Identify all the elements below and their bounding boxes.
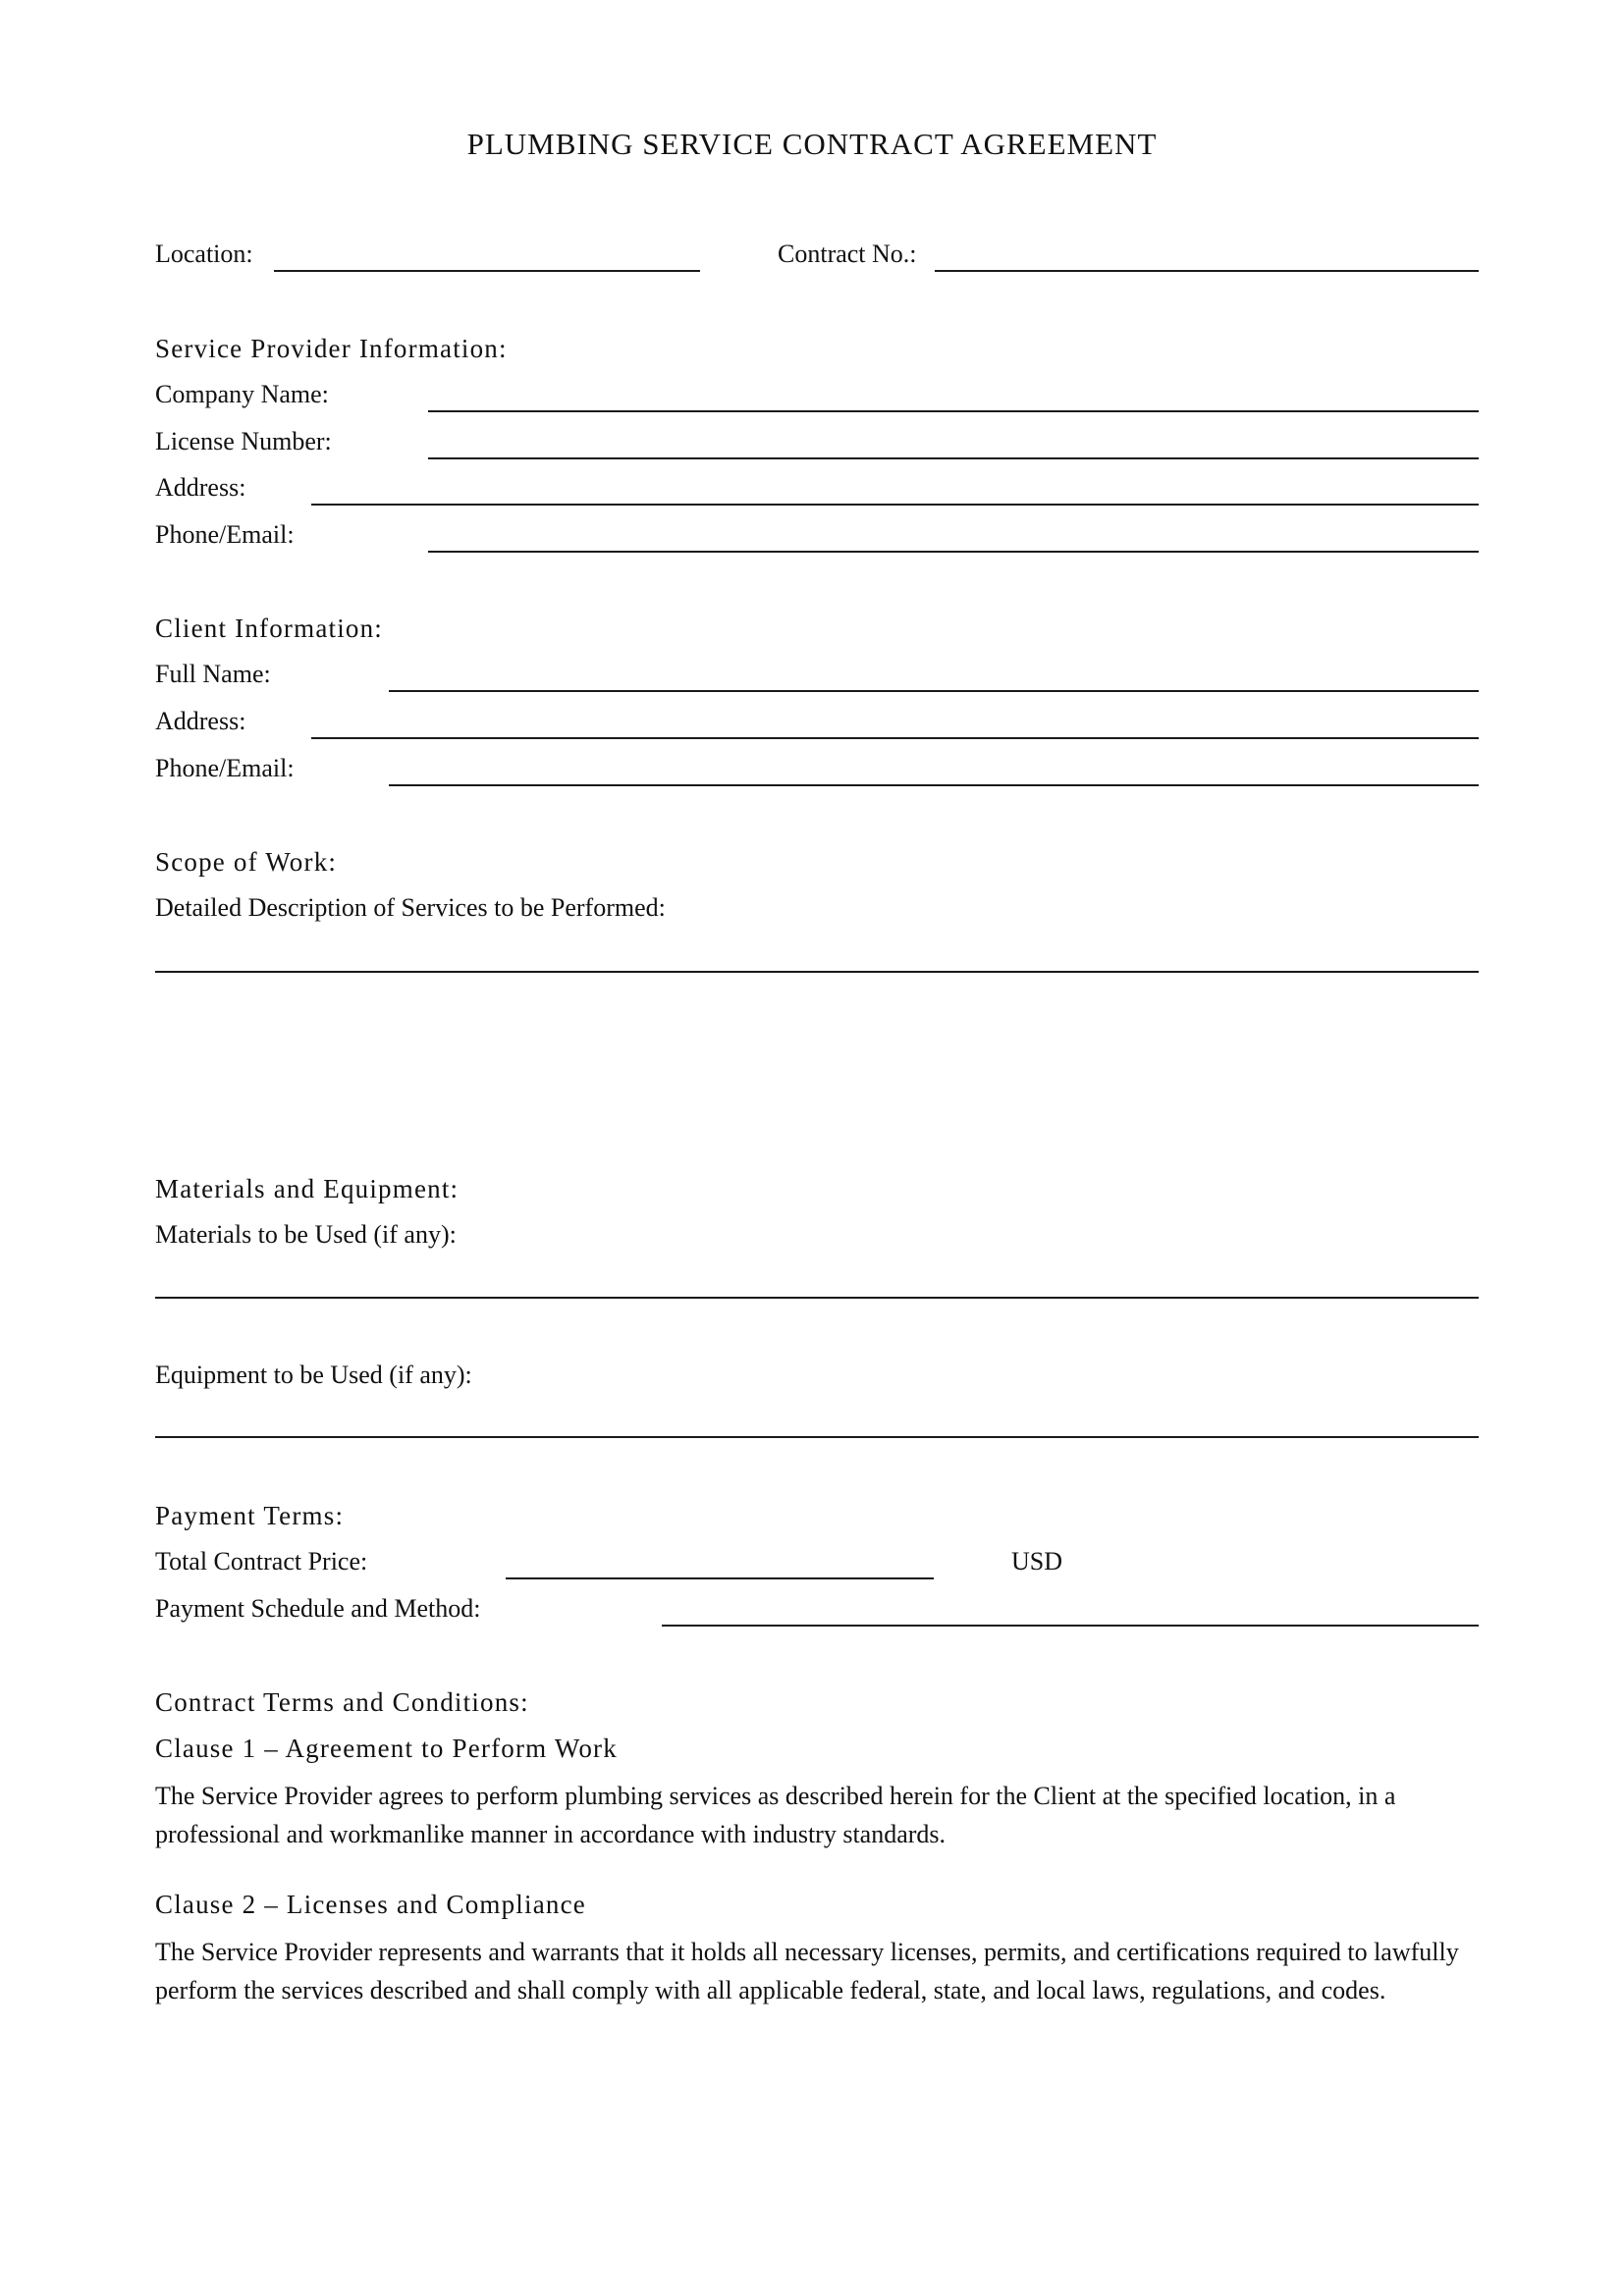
materials-label: Materials to be Used (if any): [155, 1220, 457, 1249]
materials-field[interactable] [155, 1297, 1479, 1299]
terms-heading: Contract Terms and Conditions: [155, 1687, 529, 1717]
equipment-field[interactable] [155, 1436, 1479, 1438]
client-full-name-label: Full Name: [155, 660, 271, 688]
location-label: Location: [155, 240, 253, 268]
provider-phone-email-field[interactable] [428, 551, 1479, 553]
contract-no-label: Contract No.: [778, 240, 917, 268]
provider-heading: Service Provider Information: [155, 334, 508, 363]
document-title: PLUMBING SERVICE CONTRACT AGREEMENT [466, 127, 1158, 161]
equipment-label: Equipment to be Used (if any): [155, 1361, 472, 1389]
license-number-label: License Number: [155, 427, 332, 455]
currency-label: USD [1011, 1547, 1063, 1575]
scope-description-label: Detailed Description of Services to be Performed: [155, 893, 666, 922]
clause-1-title: Clause 1 – Agreement to Perform Work [155, 1734, 618, 1763]
license-number-field[interactable] [428, 457, 1479, 459]
clause-2-title: Clause 2 – Licenses and Compliance [155, 1890, 586, 1919]
payment-schedule-field[interactable] [662, 1625, 1479, 1627]
location-field[interactable] [274, 270, 700, 272]
materials-heading: Materials and Equipment: [155, 1174, 460, 1203]
client-heading: Client Information: [155, 614, 384, 643]
provider-address-field[interactable] [311, 504, 1479, 506]
client-phone-email-label: Phone/Email: [155, 754, 295, 782]
client-address-field[interactable] [311, 737, 1479, 739]
company-name-label: Company Name: [155, 380, 329, 408]
payment-schedule-label: Payment Schedule and Method: [155, 1594, 481, 1623]
clause-2-text: The Service Provider represents and warrants that it holds all necessary licenses, permits, and certifications required to lawfully perform the services described and shall comply with all applicable federal, state, and local laws, regulations, and codes. [155, 1938, 1459, 2004]
provider-phone-email-label: Phone/Email: [155, 520, 295, 549]
scope-heading: Scope of Work: [155, 847, 338, 877]
clause-1-text: The Service Provider agrees to perform plumbing services as described herein for the Client at the specified location, in a professional and workmanlike manner in accordance with industry standards. [155, 1782, 1396, 1848]
scope-description-field[interactable] [155, 971, 1479, 973]
client-full-name-field[interactable] [389, 690, 1479, 692]
company-name-field[interactable] [428, 410, 1479, 412]
total-price-label: Total Contract Price: [155, 1547, 368, 1575]
contract-no-field[interactable] [935, 270, 1479, 272]
total-price-field[interactable] [506, 1577, 934, 1579]
provider-address-label: Address: [155, 473, 246, 502]
client-address-label: Address: [155, 707, 246, 735]
payment-heading: Payment Terms: [155, 1501, 345, 1530]
client-phone-email-field[interactable] [389, 784, 1479, 786]
